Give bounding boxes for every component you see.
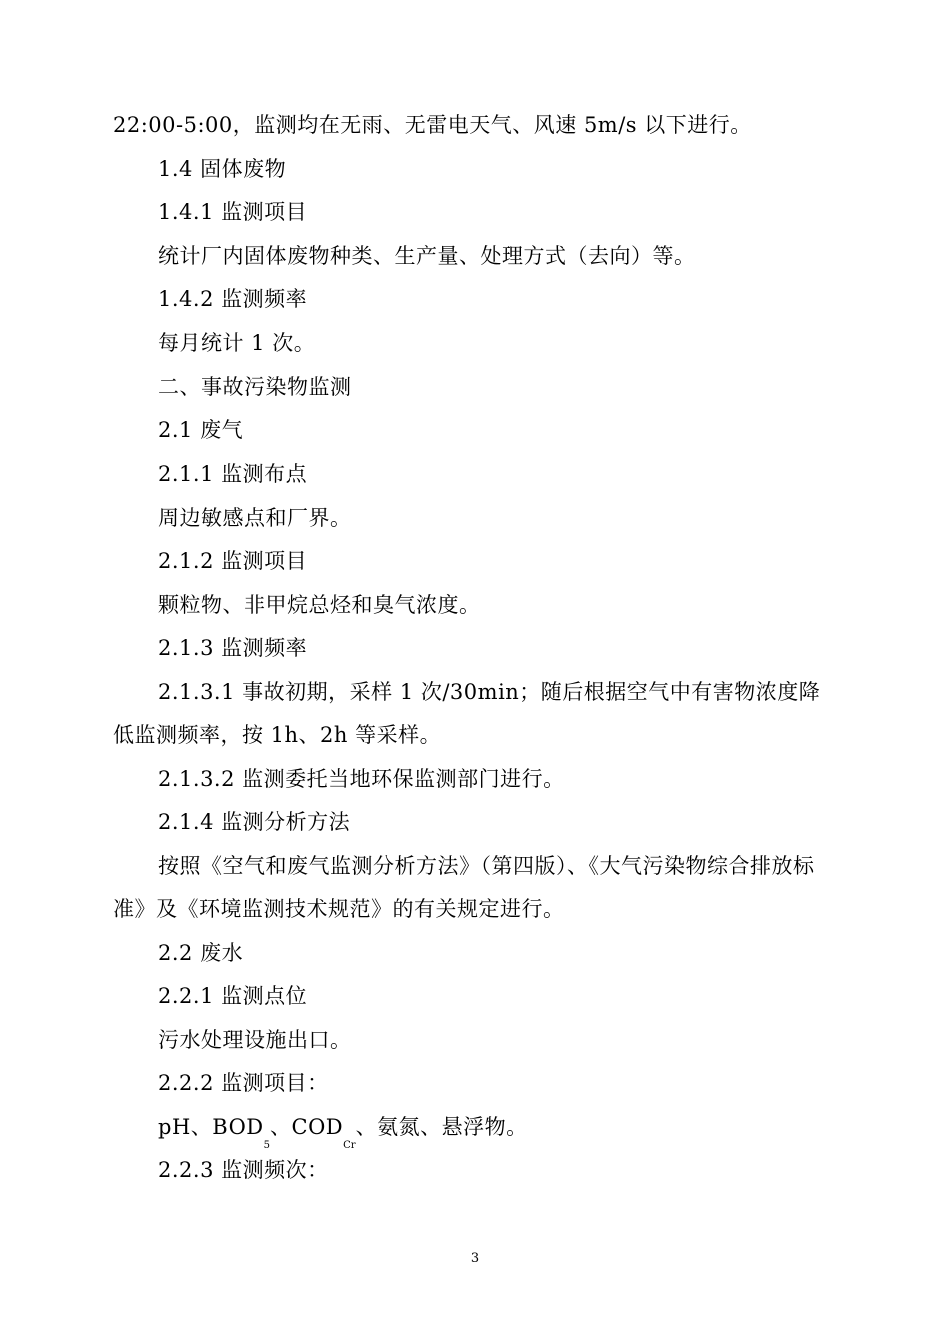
subsection-heading: 2.1.3 监测频率 bbox=[158, 636, 308, 660]
pollutant-list bbox=[158, 1112, 888, 1151]
paragraph-line: 每月统计 1 次。 bbox=[158, 331, 316, 355]
subsection-heading: 2.1.2 监测项目 bbox=[158, 549, 308, 573]
paragraph-line: 统计厂内固体废物种类、生产量、处理方式（去向）等。 bbox=[158, 244, 696, 268]
subsection-heading: 2.2.1 监测点位 bbox=[158, 984, 308, 1008]
pollutant-text-cod: 、COD bbox=[270, 1115, 344, 1139]
subsection-heading: 2.1.1 监测布点 bbox=[158, 462, 308, 486]
subsection-heading: 1.4.1 监测项目 bbox=[158, 200, 308, 224]
paragraph-line: 2.1.3.1 事故初期，采样 1 次/30min；随后根据空气中有害物浓度降 bbox=[158, 680, 821, 704]
section-heading: 2.1 废气 bbox=[158, 418, 244, 442]
paragraph-line: 准》及《环境监测技术规范》的有关规定进行。 bbox=[113, 897, 565, 921]
paragraph-line: 颗粒物、非甲烷总烃和臭气浓度。 bbox=[158, 593, 481, 617]
section-heading: 2.2 废水 bbox=[158, 941, 244, 965]
pollutant-text-rest: 、氨氮、悬浮物。 bbox=[355, 1115, 528, 1139]
paragraph-line: 周边敏感点和厂界。 bbox=[158, 506, 352, 530]
chapter-heading: 二、事故污染物监测 bbox=[158, 375, 352, 399]
bod-subscript: 5 bbox=[263, 1140, 271, 1151]
paragraph-line: 污水处理设施出口。 bbox=[158, 1028, 352, 1052]
section-heading: 1.4 固体废物 bbox=[158, 157, 287, 181]
subsection-heading: 2.2.2 监测项目： bbox=[158, 1071, 329, 1095]
subsection-heading: 2.1.4 监测分析方法 bbox=[158, 810, 351, 834]
paragraph-line: 按照《空气和废气监测分析方法》（第四版）、《大气污染物综合排放标 bbox=[158, 854, 815, 878]
pollutant-text-ph-bod: pH、BOD bbox=[158, 1115, 264, 1139]
page-number: 3 bbox=[470, 1251, 480, 1266]
paragraph-line: 22:00-5:00，监测均在无雨、无雷电天气、风速 5m/s 以下进行。 bbox=[113, 113, 752, 137]
subsection-heading: 1.4.2 监测频率 bbox=[158, 287, 308, 311]
paragraph-line: 2.1.3.2 监测委托当地环保监测部门进行。 bbox=[158, 767, 565, 791]
subsection-heading: 2.2.3 监测频次： bbox=[158, 1158, 329, 1182]
paragraph-line: 低监测频率，按 1h、2h 等采样。 bbox=[113, 723, 442, 747]
cod-subscript: Cr bbox=[343, 1140, 356, 1151]
